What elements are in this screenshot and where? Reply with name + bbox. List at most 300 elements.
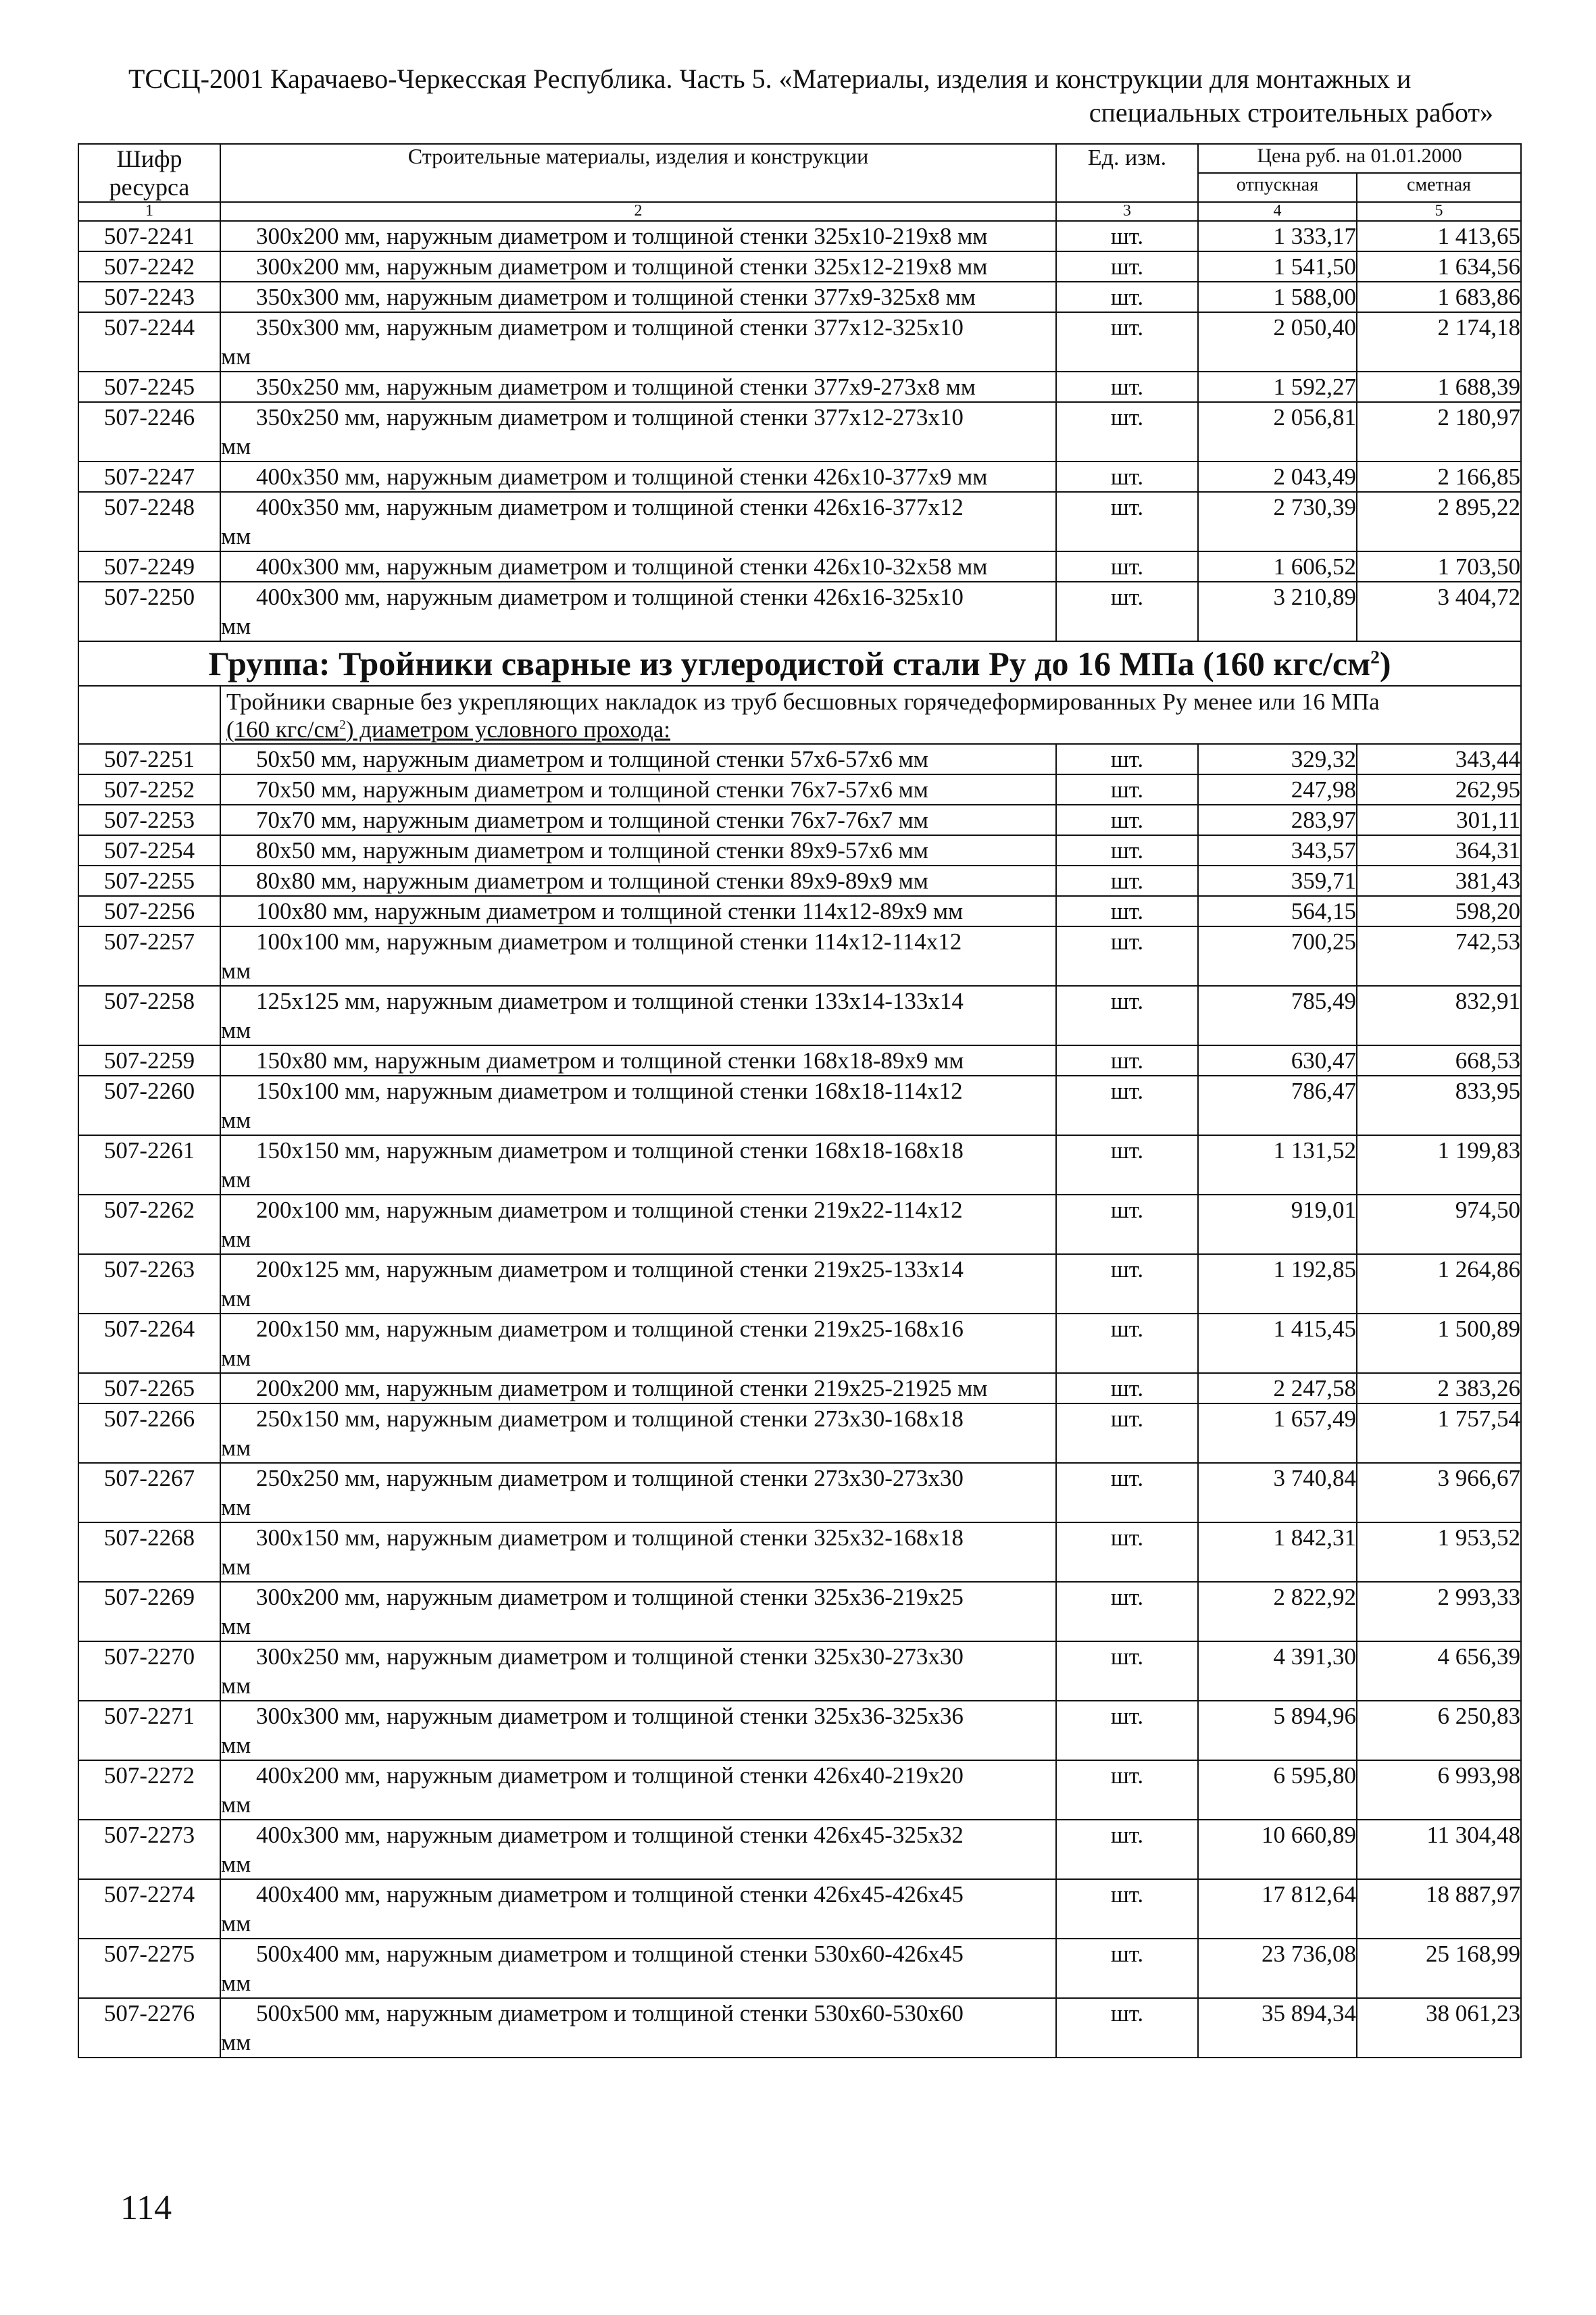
resource-description bbox=[220, 1076, 1056, 1135]
unit: шт. bbox=[1056, 774, 1198, 805]
release-price: 2 247,58 bbox=[1198, 1373, 1357, 1403]
resource-code: 507-2247 bbox=[78, 462, 220, 492]
estimate-price: 974,50 bbox=[1357, 1195, 1521, 1254]
description-line-1: 300х250 мм, наружным диаметром и толщиной стенки 325х30-273х30 bbox=[256, 1643, 964, 1670]
description-line-2: мм bbox=[221, 1494, 251, 1520]
column-number: 5 bbox=[1357, 202, 1521, 221]
estimate-price: 833,95 bbox=[1357, 1076, 1521, 1135]
estimate-price: 11 304,48 bbox=[1357, 1820, 1521, 1879]
unit: шт. bbox=[1056, 462, 1198, 492]
resource-description bbox=[220, 926, 1056, 986]
description-line-2: мм bbox=[221, 1732, 251, 1758]
release-price: 2 056,81 bbox=[1198, 402, 1357, 462]
table-row bbox=[78, 1403, 1521, 1463]
resource-code: 507-2258 bbox=[78, 986, 220, 1045]
description-line-1: 100х80 мм, наружным диаметром и толщиной стенки 114х12-89х9 мм bbox=[256, 898, 964, 924]
description-line-1: 80х50 мм, наружным диаметром и толщиной стенки 89х9-57х6 мм bbox=[256, 837, 928, 864]
unit: шт. bbox=[1056, 1463, 1198, 1522]
description-line-1: 400х350 мм, наружным диаметром и толщиной стенки 426х16-377х12 bbox=[256, 494, 964, 520]
resource-code: 507-2274 bbox=[78, 1879, 220, 1939]
group-title-superscript: 2 bbox=[1370, 646, 1380, 668]
group-title-text: Группа: Тройники сварные из углеродистой стали Ру до 16 МПа (160 кгс/см bbox=[208, 645, 1371, 682]
resource-description bbox=[220, 986, 1056, 1045]
release-price: 23 736,08 bbox=[1198, 1939, 1357, 1998]
resource-description bbox=[220, 282, 1056, 312]
estimate-price: 2 993,33 bbox=[1357, 1582, 1521, 1641]
table-row bbox=[78, 1820, 1521, 1879]
description-line-2: мм bbox=[221, 1851, 251, 1877]
release-price: 1 541,50 bbox=[1198, 251, 1357, 282]
resource-code: 507-2251 bbox=[78, 744, 220, 774]
description-line-1: 400х300 мм, наружным диаметром и толщиной стенки 426х45-325х32 bbox=[256, 1822, 964, 1848]
estimate-price: 1 703,50 bbox=[1357, 551, 1521, 582]
unit: шт. bbox=[1056, 1076, 1198, 1135]
estimate-price: 2 180,97 bbox=[1357, 402, 1521, 462]
release-price: 2 822,92 bbox=[1198, 1582, 1357, 1641]
resource-description bbox=[220, 402, 1056, 462]
title-line-2: специальных строительных работ» bbox=[1089, 97, 1493, 128]
table-row bbox=[78, 1373, 1521, 1403]
description-line-2: мм bbox=[221, 1791, 251, 1818]
resource-code: 507-2242 bbox=[78, 251, 220, 282]
release-price: 2 050,40 bbox=[1198, 312, 1357, 372]
description-line-1: 300х200 мм, наружным диаметром и толщиной стенки 325х36-219х25 bbox=[256, 1584, 964, 1610]
resource-code: 507-2248 bbox=[78, 492, 220, 551]
group-note-part2: (160 кгс/см bbox=[226, 716, 340, 743]
release-price: 564,15 bbox=[1198, 896, 1357, 926]
group-note-superscript: 2 bbox=[339, 718, 346, 732]
group-note-part3: ) диаметром условного прохода: bbox=[345, 716, 671, 743]
header-unit: Ед. изм. bbox=[1056, 144, 1198, 202]
unit: шт. bbox=[1056, 1522, 1198, 1582]
description-line-1: 125х125 мм, наружным диаметром и толщиной стенки 133х14-133х14 bbox=[256, 988, 964, 1014]
description-line-1: 350х300 мм, наружным диаметром и толщиной стенки 377х12-325х10 bbox=[256, 314, 964, 341]
release-price: 359,71 bbox=[1198, 866, 1357, 896]
unit: шт. bbox=[1056, 1135, 1198, 1195]
unit: шт. bbox=[1056, 221, 1198, 251]
resource-description bbox=[220, 1760, 1056, 1820]
release-price: 786,47 bbox=[1198, 1076, 1357, 1135]
table-body-before-group bbox=[78, 221, 1521, 641]
estimate-price: 2 166,85 bbox=[1357, 462, 1521, 492]
resource-code: 507-2249 bbox=[78, 551, 220, 582]
unit: шт. bbox=[1056, 1373, 1198, 1403]
table-row bbox=[78, 492, 1521, 551]
release-price: 5 894,96 bbox=[1198, 1701, 1357, 1760]
description-line-1: 50х50 мм, наружным диаметром и толщиной стенки 57х6-57х6 мм bbox=[256, 746, 928, 772]
unit: шт. bbox=[1056, 1998, 1198, 2058]
description-line-1: 100х100 мм, наружным диаметром и толщиной стенки 114х12-114х12 bbox=[256, 928, 962, 955]
resource-description bbox=[220, 551, 1056, 582]
table-row bbox=[78, 282, 1521, 312]
description-line-1: 250х250 мм, наружным диаметром и толщиной стенки 273х30-273х30 bbox=[256, 1465, 964, 1491]
unit: шт. bbox=[1056, 282, 1198, 312]
estimate-price: 1 683,86 bbox=[1357, 282, 1521, 312]
estimate-price: 1 199,83 bbox=[1357, 1135, 1521, 1195]
estimate-price: 1 634,56 bbox=[1357, 251, 1521, 282]
unit: шт. bbox=[1056, 1403, 1198, 1463]
table-row bbox=[78, 1045, 1521, 1076]
description-line-2: мм bbox=[221, 1613, 251, 1639]
resource-description bbox=[220, 744, 1056, 774]
unit: шт. bbox=[1056, 1760, 1198, 1820]
description-line-1: 300х200 мм, наружным диаметром и толщиной стенки 325х12-219х8 мм bbox=[256, 253, 988, 280]
release-price: 1 606,52 bbox=[1198, 551, 1357, 582]
resource-description bbox=[220, 1820, 1056, 1879]
resource-description bbox=[220, 221, 1056, 251]
description-line-1: 400х200 мм, наружным диаметром и толщиной стенки 426х40-219х20 bbox=[256, 1762, 964, 1789]
description-line-2: мм bbox=[221, 2029, 251, 2056]
resource-code: 507-2243 bbox=[78, 282, 220, 312]
release-price: 1 588,00 bbox=[1198, 282, 1357, 312]
resource-description bbox=[220, 372, 1056, 402]
table-row bbox=[78, 1998, 1521, 2058]
group-note bbox=[220, 686, 1521, 744]
group-note-row bbox=[78, 686, 1521, 744]
estimate-price: 364,31 bbox=[1357, 835, 1521, 866]
unit: шт. bbox=[1056, 805, 1198, 835]
table-row bbox=[78, 221, 1521, 251]
unit: шт. bbox=[1056, 551, 1198, 582]
estimate-price: 598,20 bbox=[1357, 896, 1521, 926]
header-price: Цена руб. на 01.01.2000 bbox=[1198, 144, 1521, 173]
table-row bbox=[78, 312, 1521, 372]
description-line-1: 300х150 мм, наружным диаметром и толщиной стенки 325х32-168х18 bbox=[256, 1524, 964, 1551]
table-row bbox=[78, 835, 1521, 866]
estimate-price: 1 757,54 bbox=[1357, 1403, 1521, 1463]
release-price: 2 043,49 bbox=[1198, 462, 1357, 492]
table-row bbox=[78, 1076, 1521, 1135]
resource-code: 507-2273 bbox=[78, 1820, 220, 1879]
estimate-price: 668,53 bbox=[1357, 1045, 1521, 1076]
group-title-end: ) bbox=[1379, 645, 1391, 682]
description-line-2: мм bbox=[221, 1285, 251, 1312]
resource-description bbox=[220, 312, 1056, 372]
resource-code: 507-2256 bbox=[78, 896, 220, 926]
table-row bbox=[78, 1939, 1521, 1998]
unit: шт. bbox=[1056, 1701, 1198, 1760]
release-price: 17 812,64 bbox=[1198, 1879, 1357, 1939]
release-price: 630,47 bbox=[1198, 1045, 1357, 1076]
unit: шт. bbox=[1056, 251, 1198, 282]
unit: шт. bbox=[1056, 1254, 1198, 1314]
estimate-price: 1 953,52 bbox=[1357, 1522, 1521, 1582]
estimate-price: 38 061,23 bbox=[1357, 1998, 1521, 2058]
description-line-2: мм bbox=[221, 1553, 251, 1580]
release-price: 4 391,30 bbox=[1198, 1641, 1357, 1701]
resource-code: 507-2260 bbox=[78, 1076, 220, 1135]
table-row bbox=[78, 986, 1521, 1045]
resource-code: 507-2252 bbox=[78, 774, 220, 805]
description-line-2: мм bbox=[221, 1345, 251, 1371]
release-price: 1 592,27 bbox=[1198, 372, 1357, 402]
resource-code: 507-2246 bbox=[78, 402, 220, 462]
description-line-2: мм bbox=[221, 957, 251, 984]
release-price: 785,49 bbox=[1198, 986, 1357, 1045]
table-row bbox=[78, 372, 1521, 402]
description-line-1: 150х80 мм, наружным диаметром и толщиной стенки 168х18-89х9 мм bbox=[256, 1047, 964, 1074]
table-row bbox=[78, 1641, 1521, 1701]
release-price: 1 657,49 bbox=[1198, 1403, 1357, 1463]
description-line-2: мм bbox=[221, 1017, 251, 1043]
table-row bbox=[78, 1582, 1521, 1641]
description-line-1: 200х100 мм, наружным диаметром и толщиной стенки 219х22-114х12 bbox=[256, 1197, 963, 1223]
description-line-1: 500х400 мм, наружным диаметром и толщиной стенки 530х60-426х45 bbox=[256, 1941, 964, 1967]
header-code: Шифр ресурса bbox=[78, 144, 220, 202]
description-line-1: 70х70 мм, наружным диаметром и толщиной стенки 76х7-76х7 мм bbox=[256, 807, 928, 833]
release-price: 283,97 bbox=[1198, 805, 1357, 835]
resource-description bbox=[220, 1939, 1056, 1998]
estimate-price: 2 174,18 bbox=[1357, 312, 1521, 372]
table-row bbox=[78, 1314, 1521, 1373]
unit: шт. bbox=[1056, 896, 1198, 926]
resource-code: 507-2244 bbox=[78, 312, 220, 372]
resource-code: 507-2257 bbox=[78, 926, 220, 986]
release-price: 1 192,85 bbox=[1198, 1254, 1357, 1314]
unit: шт. bbox=[1056, 744, 1198, 774]
description-line-2: мм bbox=[221, 1166, 251, 1193]
resource-code: 507-2269 bbox=[78, 1582, 220, 1641]
table-row bbox=[78, 1522, 1521, 1582]
estimate-price: 3 404,72 bbox=[1357, 582, 1521, 641]
resource-description bbox=[220, 1373, 1056, 1403]
estimate-price: 4 656,39 bbox=[1357, 1641, 1521, 1701]
release-price: 1 131,52 bbox=[1198, 1135, 1357, 1195]
resource-code: 507-2272 bbox=[78, 1760, 220, 1820]
release-price: 1 333,17 bbox=[1198, 221, 1357, 251]
description-line-1: 400х300 мм, наружным диаметром и толщиной стенки 426х10-32х58 мм bbox=[256, 553, 988, 580]
table-row bbox=[78, 1135, 1521, 1195]
unit: шт. bbox=[1056, 986, 1198, 1045]
resource-description bbox=[220, 1195, 1056, 1254]
release-price: 10 660,89 bbox=[1198, 1820, 1357, 1879]
resource-description bbox=[220, 835, 1056, 866]
estimate-price: 1 688,39 bbox=[1357, 372, 1521, 402]
resource-code: 507-2253 bbox=[78, 805, 220, 835]
estimate-price: 3 966,67 bbox=[1357, 1463, 1521, 1522]
unit: шт. bbox=[1056, 866, 1198, 896]
unit: шт. bbox=[1056, 1879, 1198, 1939]
description-line-2: мм bbox=[221, 613, 251, 639]
resource-description bbox=[220, 866, 1056, 896]
unit: шт. bbox=[1056, 492, 1198, 551]
unit: шт. bbox=[1056, 1641, 1198, 1701]
estimate-price: 1 413,65 bbox=[1357, 221, 1521, 251]
release-price: 35 894,34 bbox=[1198, 1998, 1357, 2058]
resource-code: 507-2275 bbox=[78, 1939, 220, 1998]
resource-code: 507-2250 bbox=[78, 582, 220, 641]
description-line-1: 150х150 мм, наружным диаметром и толщиной стенки 168х18-168х18 bbox=[256, 1137, 964, 1164]
resource-code: 507-2245 bbox=[78, 372, 220, 402]
resource-description bbox=[220, 896, 1056, 926]
description-line-1: 80х80 мм, наружным диаметром и толщиной стенки 89х9-89х9 мм bbox=[256, 868, 928, 894]
estimate-price: 832,91 bbox=[1357, 986, 1521, 1045]
document-title bbox=[74, 62, 1493, 130]
description-line-1: 200х150 мм, наружным диаметром и толщиной стенки 219х25-168х16 bbox=[256, 1316, 964, 1342]
resource-description bbox=[220, 251, 1056, 282]
group-title bbox=[78, 641, 1521, 686]
group-title-row bbox=[78, 641, 1521, 686]
resource-code: 507-2264 bbox=[78, 1314, 220, 1373]
resource-description bbox=[220, 1463, 1056, 1522]
resource-description bbox=[220, 805, 1056, 835]
table-row bbox=[78, 774, 1521, 805]
table-row bbox=[78, 462, 1521, 492]
resource-description bbox=[220, 462, 1056, 492]
resource-code: 507-2261 bbox=[78, 1135, 220, 1195]
estimate-price: 2 895,22 bbox=[1357, 492, 1521, 551]
estimate-price: 262,95 bbox=[1357, 774, 1521, 805]
resource-price-table bbox=[78, 143, 1522, 2058]
description-line-1: 200х125 мм, наружным диаметром и толщиной стенки 219х25-133х14 bbox=[256, 1256, 964, 1283]
unit: шт. bbox=[1056, 402, 1198, 462]
table-row bbox=[78, 744, 1521, 774]
unit: шт. bbox=[1056, 926, 1198, 986]
description-line-1: 400х300 мм, наружным диаметром и толщиной стенки 426х16-325х10 bbox=[256, 584, 964, 610]
estimate-price: 6 250,83 bbox=[1357, 1701, 1521, 1760]
unit: шт. bbox=[1056, 1045, 1198, 1076]
estimate-price: 18 887,97 bbox=[1357, 1879, 1521, 1939]
unit: шт. bbox=[1056, 1195, 1198, 1254]
resource-code: 507-2259 bbox=[78, 1045, 220, 1076]
resource-description bbox=[220, 1403, 1056, 1463]
estimate-price: 381,43 bbox=[1357, 866, 1521, 896]
release-price: 343,57 bbox=[1198, 835, 1357, 866]
resource-code: 507-2262 bbox=[78, 1195, 220, 1254]
unit: шт. bbox=[1056, 1820, 1198, 1879]
resource-code: 507-2241 bbox=[78, 221, 220, 251]
release-price: 1 415,45 bbox=[1198, 1314, 1357, 1373]
unit: шт. bbox=[1056, 582, 1198, 641]
resource-code: 507-2254 bbox=[78, 835, 220, 866]
description-line-1: 300х300 мм, наружным диаметром и толщиной стенки 325х36-325х36 bbox=[256, 1703, 964, 1729]
description-line-2: мм bbox=[221, 523, 251, 549]
resource-code: 507-2255 bbox=[78, 866, 220, 896]
resource-code: 507-2265 bbox=[78, 1373, 220, 1403]
header-name: Строительные материалы, изделия и конструкции bbox=[220, 144, 1056, 202]
unit: шт. bbox=[1056, 372, 1198, 402]
release-price: 2 730,39 bbox=[1198, 492, 1357, 551]
resource-description bbox=[220, 1641, 1056, 1701]
unit: шт. bbox=[1056, 312, 1198, 372]
estimate-price: 343,44 bbox=[1357, 744, 1521, 774]
description-line-1: 250х150 мм, наружным диаметром и толщиной стенки 273х30-168х18 bbox=[256, 1405, 964, 1432]
table-row bbox=[78, 582, 1521, 641]
estimate-price: 6 993,98 bbox=[1357, 1760, 1521, 1820]
estimate-price: 301,11 bbox=[1357, 805, 1521, 835]
resource-code: 507-2267 bbox=[78, 1463, 220, 1522]
resource-description bbox=[220, 1135, 1056, 1195]
estimate-price: 1 264,86 bbox=[1357, 1254, 1521, 1314]
estimate-price: 742,53 bbox=[1357, 926, 1521, 986]
resource-code: 507-2276 bbox=[78, 1998, 220, 2058]
release-price: 3 210,89 bbox=[1198, 582, 1357, 641]
release-price: 6 595,80 bbox=[1198, 1760, 1357, 1820]
description-line-1: 70х50 мм, наружным диаметром и толщиной стенки 76х7-57х6 мм bbox=[256, 776, 928, 803]
description-line-1: 350х250 мм, наружным диаметром и толщиной стенки 377х9-273х8 мм bbox=[256, 374, 976, 400]
column-number: 1 bbox=[78, 202, 220, 221]
table-row bbox=[78, 1760, 1521, 1820]
column-number: 2 bbox=[220, 202, 1056, 221]
header-estimate-price: сметная bbox=[1357, 173, 1521, 202]
resource-description bbox=[220, 774, 1056, 805]
estimate-price: 25 168,99 bbox=[1357, 1939, 1521, 1998]
resource-description bbox=[220, 1045, 1056, 1076]
table-row bbox=[78, 926, 1521, 986]
description-line-1: 300х200 мм, наружным диаметром и толщиной стенки 325х10-219х8 мм bbox=[256, 223, 988, 249]
description-line-1: 350х250 мм, наружным диаметром и толщиной стенки 377х12-273х10 bbox=[256, 404, 964, 430]
description-line-1: 150х100 мм, наружным диаметром и толщиной стенки 168х18-114х12 bbox=[256, 1078, 963, 1104]
table-row bbox=[78, 1254, 1521, 1314]
table-body-after-group bbox=[78, 744, 1521, 2058]
description-line-2: мм bbox=[221, 1970, 251, 1996]
description-line-1: 400х350 мм, наружным диаметром и толщиной стенки 426х10-377х9 мм bbox=[256, 464, 988, 490]
resource-description bbox=[220, 1998, 1056, 2058]
description-line-1: 400х400 мм, наружным диаметром и толщиной стенки 426х45-426х45 bbox=[256, 1881, 964, 1908]
description-line-2: мм bbox=[221, 343, 251, 370]
title-line-1: ТССЦ-2001 Карачаево-Черкесская Республика. Часть 5. «Материалы, изделия и конструкции для монтажных и bbox=[128, 64, 1412, 94]
resource-code: 507-2263 bbox=[78, 1254, 220, 1314]
group-section bbox=[78, 641, 1521, 744]
resource-description bbox=[220, 1701, 1056, 1760]
resource-description bbox=[220, 1582, 1056, 1641]
unit: шт. bbox=[1056, 1582, 1198, 1641]
table-row bbox=[78, 805, 1521, 835]
description-line-2: мм bbox=[221, 1672, 251, 1699]
table-row bbox=[78, 251, 1521, 282]
group-note-code-cell bbox=[78, 686, 220, 744]
resource-code: 507-2266 bbox=[78, 1403, 220, 1463]
column-number: 4 bbox=[1198, 202, 1357, 221]
table-row bbox=[78, 1701, 1521, 1760]
unit: шт. bbox=[1056, 1939, 1198, 1998]
description-line-1: 200х200 мм, наружным диаметром и толщиной стенки 219х25-21925 мм bbox=[256, 1375, 988, 1401]
description-line-2: мм bbox=[221, 433, 251, 459]
group-note-part1: Тройники сварные без укрепляющих накладок из труб бесшовных горячедеформированных Ру менее или 16 МПа bbox=[226, 689, 1380, 715]
table-row bbox=[78, 1463, 1521, 1522]
release-price: 919,01 bbox=[1198, 1195, 1357, 1254]
resource-description bbox=[220, 492, 1056, 551]
description-line-2: мм bbox=[221, 1435, 251, 1461]
resource-description bbox=[220, 1522, 1056, 1582]
release-price: 329,32 bbox=[1198, 744, 1357, 774]
release-price: 247,98 bbox=[1198, 774, 1357, 805]
estimate-price: 1 500,89 bbox=[1357, 1314, 1521, 1373]
table-row bbox=[78, 402, 1521, 462]
resource-description bbox=[220, 1314, 1056, 1373]
release-price: 3 740,84 bbox=[1198, 1463, 1357, 1522]
table-row bbox=[78, 866, 1521, 896]
description-line-2: мм bbox=[221, 1107, 251, 1133]
description-line-1: 350х300 мм, наружным диаметром и толщиной стенки 377х9-325х8 мм bbox=[256, 284, 976, 310]
resource-description bbox=[220, 582, 1056, 641]
release-price: 700,25 bbox=[1198, 926, 1357, 986]
table-row bbox=[78, 1879, 1521, 1939]
table-row bbox=[78, 896, 1521, 926]
description-line-2: мм bbox=[221, 1226, 251, 1252]
resource-code: 507-2271 bbox=[78, 1701, 220, 1760]
resource-code: 507-2268 bbox=[78, 1522, 220, 1582]
unit: шт. bbox=[1056, 1314, 1198, 1373]
unit: шт. bbox=[1056, 835, 1198, 866]
table-row bbox=[78, 1195, 1521, 1254]
column-number: 3 bbox=[1056, 202, 1198, 221]
resource-code: 507-2270 bbox=[78, 1641, 220, 1701]
page-number: 114 bbox=[120, 2189, 172, 2227]
description-line-2: мм bbox=[221, 1910, 251, 1937]
header-release-price: отпускная bbox=[1198, 173, 1357, 202]
description-line-1: 500х500 мм, наружным диаметром и толщиной стенки 530х60-530х60 bbox=[256, 2000, 964, 2026]
